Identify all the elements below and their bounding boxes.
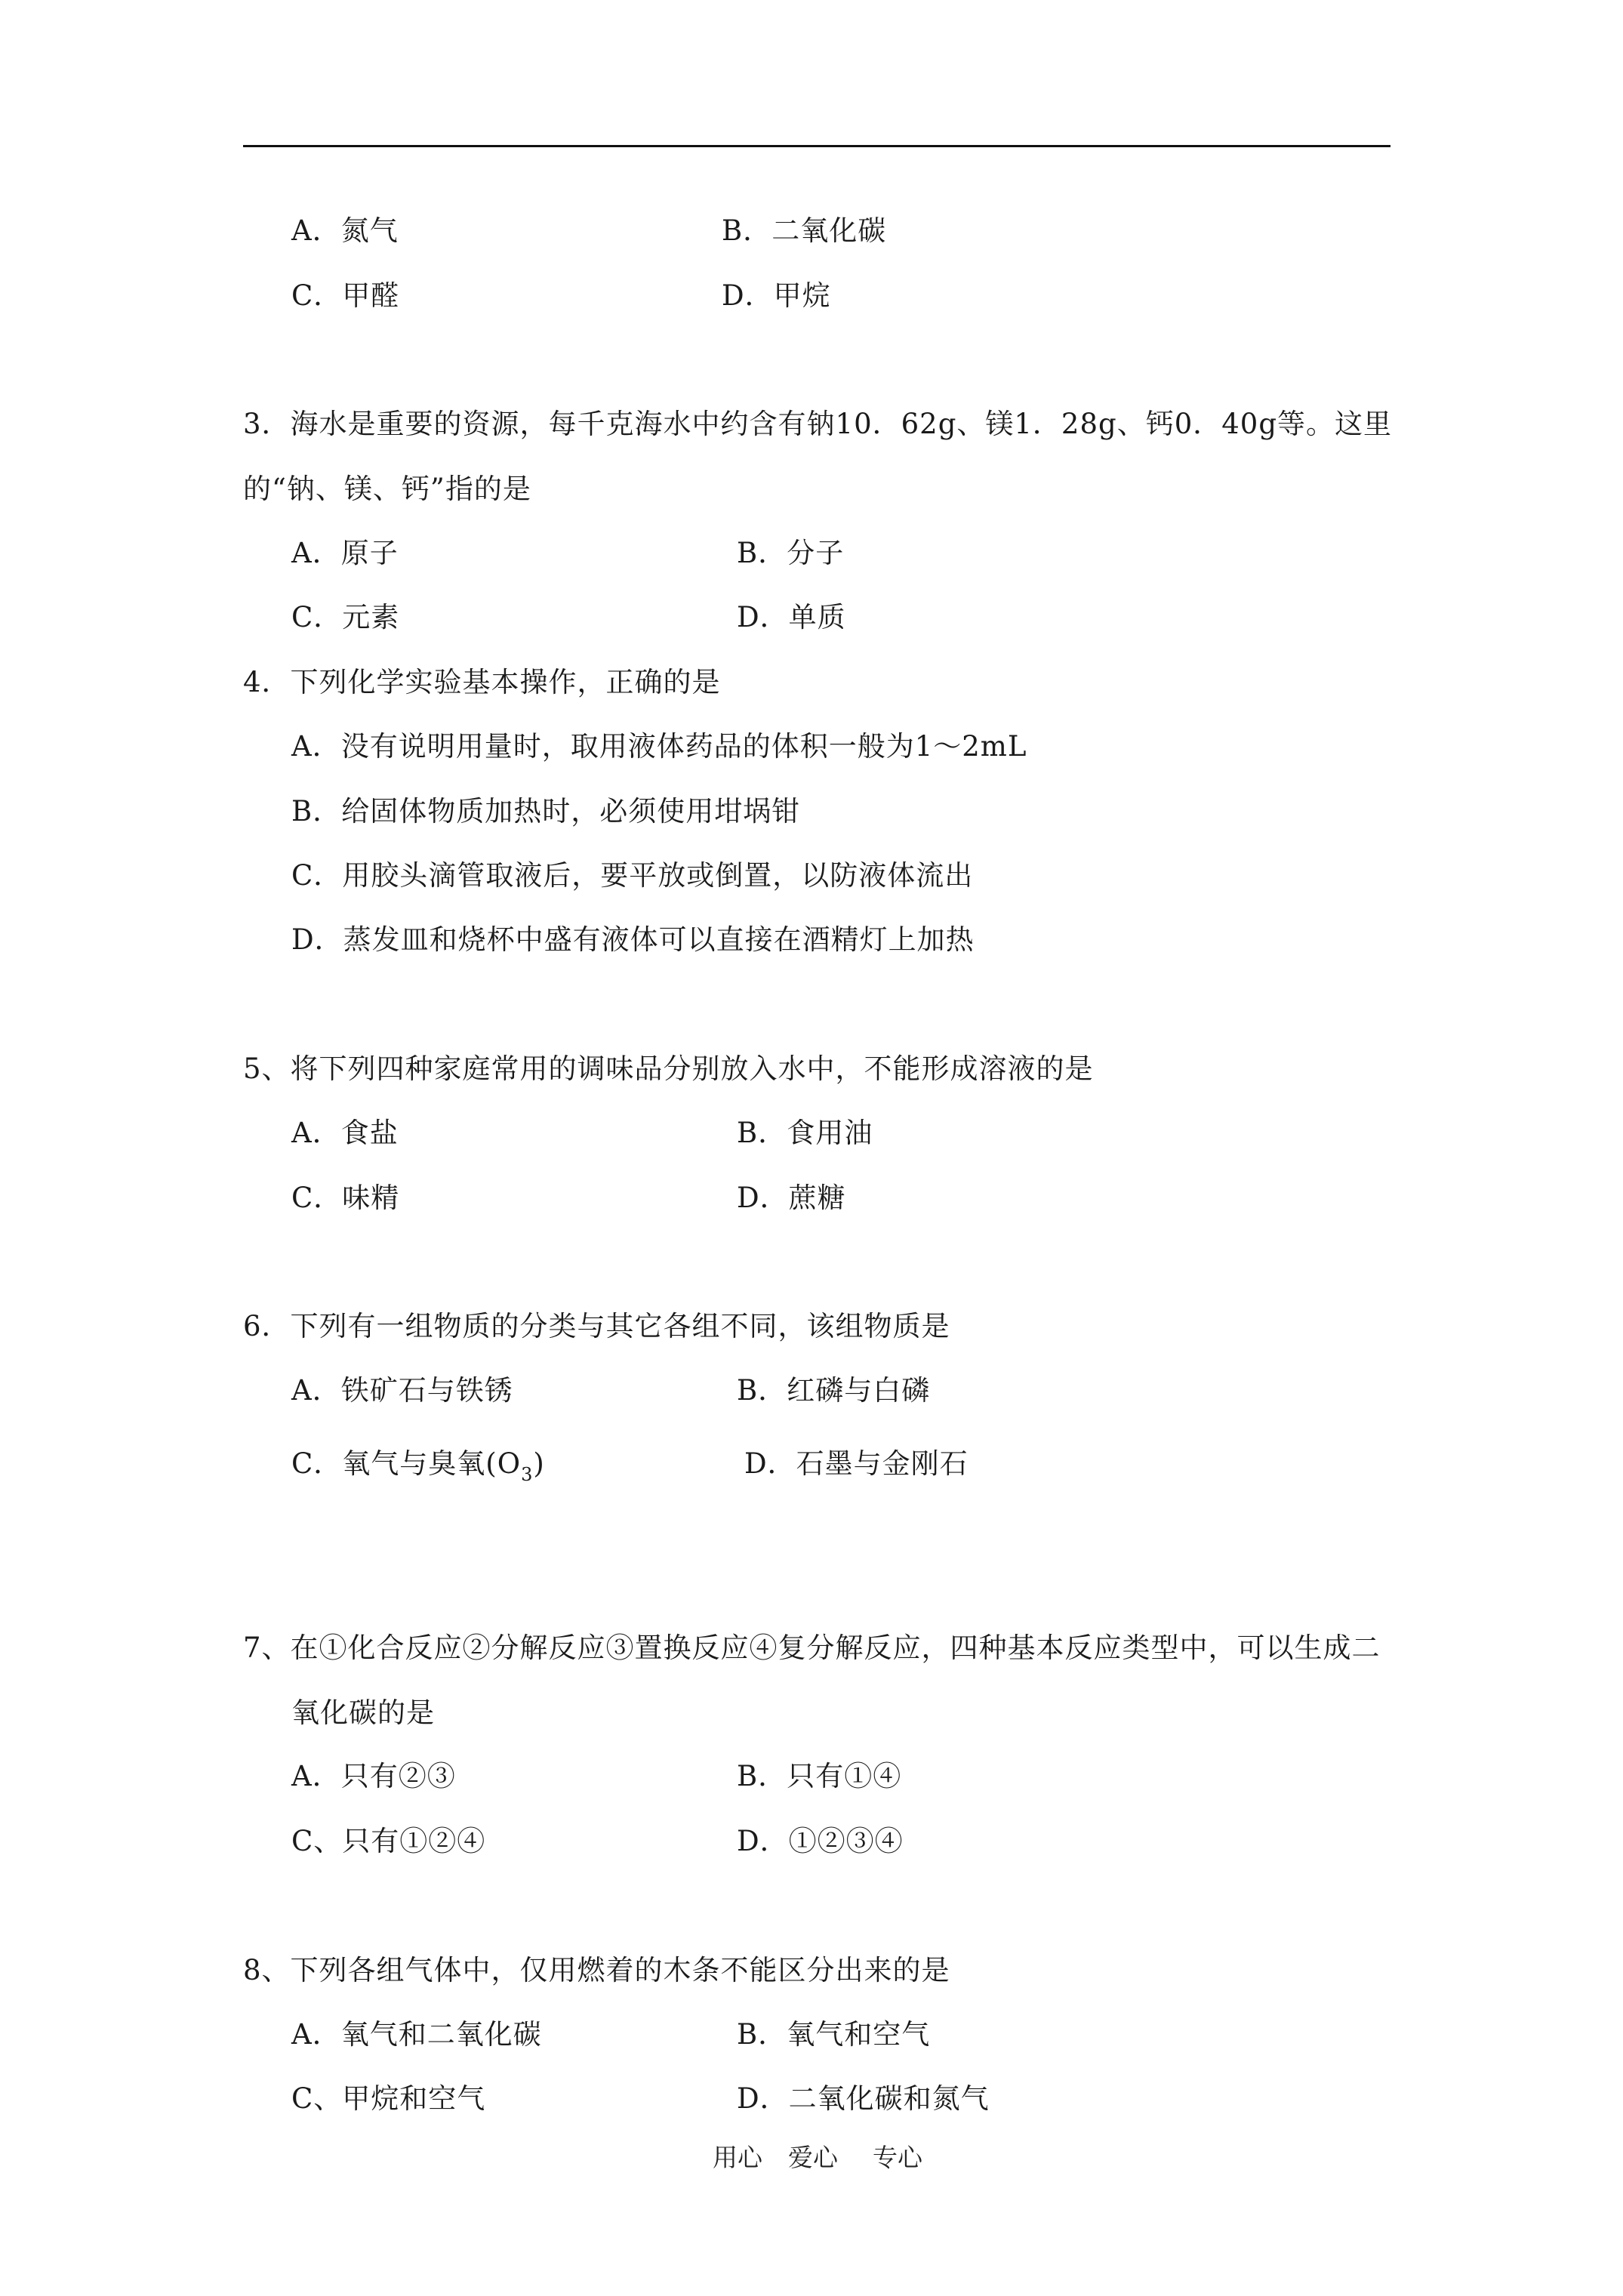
- q3-stem-line2: 的“钠、镁、钙”指的是: [243, 473, 531, 505]
- q6-option-c-close: ): [533, 1447, 545, 1480]
- q3-option-b: B．分子: [737, 537, 845, 569]
- q7-stem-line2: 氧化碳的是: [291, 1697, 435, 1729]
- q4-stem: 4．下列化学实验基本操作，正确的是: [243, 666, 721, 698]
- q4-option-c: C．用胶头滴管取液后，要平放或倒置，以防液体流出: [291, 859, 974, 892]
- q2-option-d: D．甲烷: [722, 279, 831, 312]
- footer-aixin: 爱心: [788, 2143, 838, 2172]
- q3-stem-line1: 3．海水是重要的资源，每千克海水中约含有钠10．62g、镁1．28g、钙0．40g等。这里: [243, 408, 1392, 440]
- q7-option-c: C、只有①②④: [291, 1825, 486, 1857]
- q5-option-b: B．食用油: [737, 1117, 873, 1149]
- q8-stem: 8、下列各组气体中，仅用燃着的木条不能区分出来的是: [243, 1954, 950, 1986]
- footer-yongxin: 用心: [713, 2143, 762, 2172]
- q3-option-c: C．元素: [291, 601, 400, 633]
- q8-option-c: C、甲烷和空气: [291, 2082, 486, 2115]
- header-rule: [243, 145, 1390, 147]
- q2-option-a: A．氮气: [291, 214, 399, 247]
- q7-option-a: A．只有②③: [291, 1760, 456, 1792]
- q6-stem: 6．下列有一组物质的分类与其它各组不同，该组物质是: [243, 1310, 950, 1342]
- q3-option-a: A．原子: [291, 537, 399, 569]
- q6-option-d: D．石墨与金刚石: [744, 1447, 969, 1480]
- q6-option-c-subscript: 3: [521, 1464, 534, 1485]
- q8-option-a: A．氧气和二氧化碳: [291, 2018, 542, 2051]
- q2-option-b: B．二氧化碳: [722, 214, 887, 247]
- q5-option-c: C．味精: [291, 1182, 400, 1214]
- q4-option-a: A．没有说明用量时，取用液体药品的体积一般为1～2mL: [291, 730, 1027, 763]
- q6-option-b: B．红磷与白磷: [737, 1374, 931, 1407]
- q5-option-d: D．蔗糖: [737, 1182, 846, 1214]
- q6-option-c-text: C．氧气与臭氧(O: [291, 1447, 522, 1480]
- q8-option-d: D．二氧化碳和氮气: [737, 2082, 990, 2115]
- q4-option-b: B．给固体物质加热时，必须使用坩埚钳: [291, 795, 801, 827]
- q5-stem: 5、将下列四种家庭常用的调味品分别放入水中，不能形成溶液的是: [243, 1052, 1094, 1085]
- q4-option-d: D．蒸发皿和烧杯中盛有液体可以直接在酒精灯上加热: [291, 923, 975, 956]
- q7-option-b: B．只有①④: [737, 1760, 902, 1792]
- q7-stem-line1: 7、在①化合反应②分解反应③置换反应④复分解反应，四种基本反应类型中，可以生成二: [243, 1632, 1381, 1664]
- q8-option-b: B．氧气和空气: [737, 2018, 931, 2051]
- q6-option-a: A．铁矿石与铁锈: [291, 1374, 513, 1407]
- footer-zhuanxin: 专心: [873, 2143, 922, 2172]
- q5-option-a: A．食盐: [291, 1117, 399, 1149]
- q6-option-c: [291, 1447, 545, 1491]
- q2-option-c: C．甲醛: [291, 279, 400, 312]
- q7-option-d: D．①②③④: [737, 1825, 904, 1857]
- q3-option-d: D．单质: [737, 601, 846, 633]
